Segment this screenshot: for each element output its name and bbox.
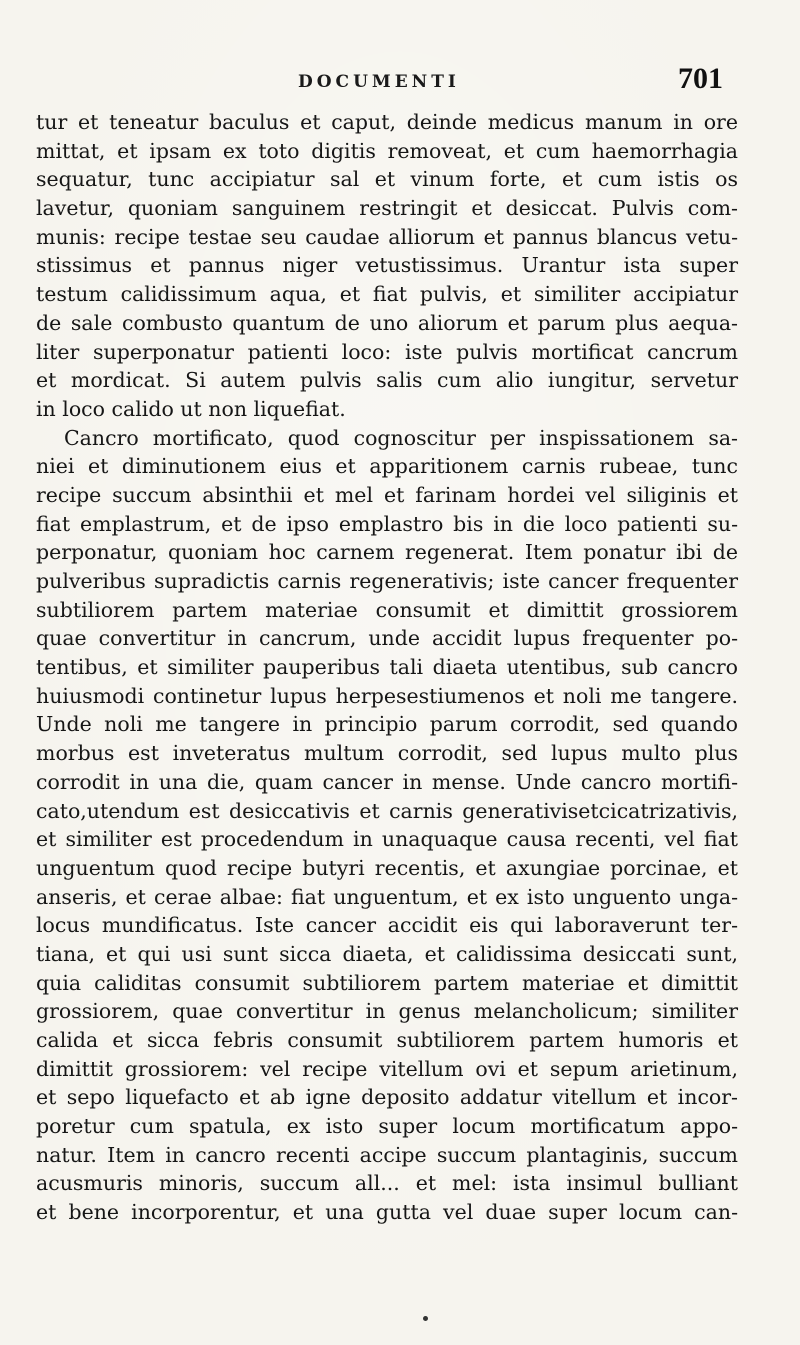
text-line: stissimus et pannus niger vetustissimus. Urantur ista super [36,253,738,278]
text-line: munis: recipe testae seu caudae alliorum et pannus blancus vetu- [36,224,738,249]
text-line: testum calidissimum aqua, et fiat pulvis, et similiter accipiatur [36,282,738,307]
text-line: quia caliditas consumit subtiliorem partem materiae et dimittit [36,970,738,995]
text-line: et bene incorporentur, et una gutta vel duae super locum can- [36,1200,738,1225]
text-line: mittat, et ipsam ex toto digitis removeat, et cum haemorrhagia [36,138,738,163]
text-line: de sale combusto quantum de uno aliorum et parum plus aequa- [36,310,738,335]
text-line: perponatur, quoniam hoc carnem regenerat. Item ponatur ibi de [36,540,738,565]
body-text [36,108,738,1227]
text-line: locus mundificatus. Iste cancer accidit eis qui laboraverunt ter- [36,913,738,938]
text-line: tentibus, et similiter pauperibus tali diaeta utentibus, sub cancro [36,655,738,680]
running-head [0,62,800,102]
text-line: natur. Item in cancro recenti accipe succum plantaginis, succum [36,1142,738,1167]
text-line: sequatur, tunc accipiatur sal et vinum forte, et cum istis os [36,167,738,192]
text-line: et mordicat. Si autem pulvis salis cum alio iungitur, servetur [36,368,738,393]
text-line: in loco calido ut non liquefiat. [36,396,346,421]
text-line: recipe succum absinthii et mel et farinam hordei vel siliginis et [36,482,738,507]
text-line: morbus est inveteratus multum corrodit, sed lupus multo plus [36,741,738,766]
running-title: DOCUMENTI [298,72,460,92]
text-line: tur et teneatur baculus et caput, deinde medicus manum in ore [36,110,738,134]
text-line: Cancro mortificato, quod cognoscitur per inspissationem sa- [64,425,738,450]
text-line: quae convertitur in cancrum, unde accidit lupus frequenter po- [36,626,738,651]
text-line: lavetur, quoniam sanguinem restringit et desiccat. Pulvis com- [36,196,738,221]
text-line: dimittit grossiorem: vel recipe vitellum ovi et sepum arietinum, [36,1056,738,1081]
text-line: et sepo liquefacto et ab igne deposito addatur vitellum et incor- [36,1085,738,1110]
text-line: anseris, et cerae albae: fiat unguentum, et ex isto unguento unga- [36,884,738,909]
text-line: cato,utendum est desiccativis et carnis generativisetcicatrizativis, [36,798,738,823]
text-line: pulveribus supradictis carnis regenerativis; iste cancer frequenter [36,569,738,593]
text-line: fiat emplastrum, et de ipso emplastro bis in die loco patienti su- [36,511,738,536]
text-line: grossiorem, quae convertitur in genus melancholicum; similiter [36,999,738,1024]
text-line: niei et diminutionem eius et apparitionem carnis rubeae, tunc [36,454,738,479]
text-line: liter superponatur patienti loco: iste pulvis mortificat cancrum [36,339,738,364]
footer-dot [423,1316,428,1321]
text-line: poretur cum spatula, ex isto super locum mortificatum appo- [36,1114,738,1139]
text-line: calida et sicca febris consumit subtiliorem partem humoris et [36,1028,738,1052]
text-line: et similiter est procedendum in unaquaque causa recenti, vel fiat [36,827,738,852]
text-line: subtiliorem partem materiae consumit et dimittit grossiorem [36,597,738,622]
text-line: corrodit in una die, quam cancer in mense. Unde cancro mortifi- [36,769,738,794]
text-line: tiana, et qui usi sunt sicca diaeta, et calidissima desiccati sunt, [36,941,738,966]
text-line: huiusmodi continetur lupus herpesestiumenos et noli me tangere. [36,683,738,708]
text-line: acusmuris minoris, succum all... et mel: ista insimul bulliant [36,1171,738,1196]
text-line: Unde noli me tangere in principio parum corrodit, sed quando [36,712,738,737]
page-number: 701 [678,62,723,95]
text-line: unguentum quod recipe butyri recentis, et axungiae porcinae, et [36,855,738,880]
